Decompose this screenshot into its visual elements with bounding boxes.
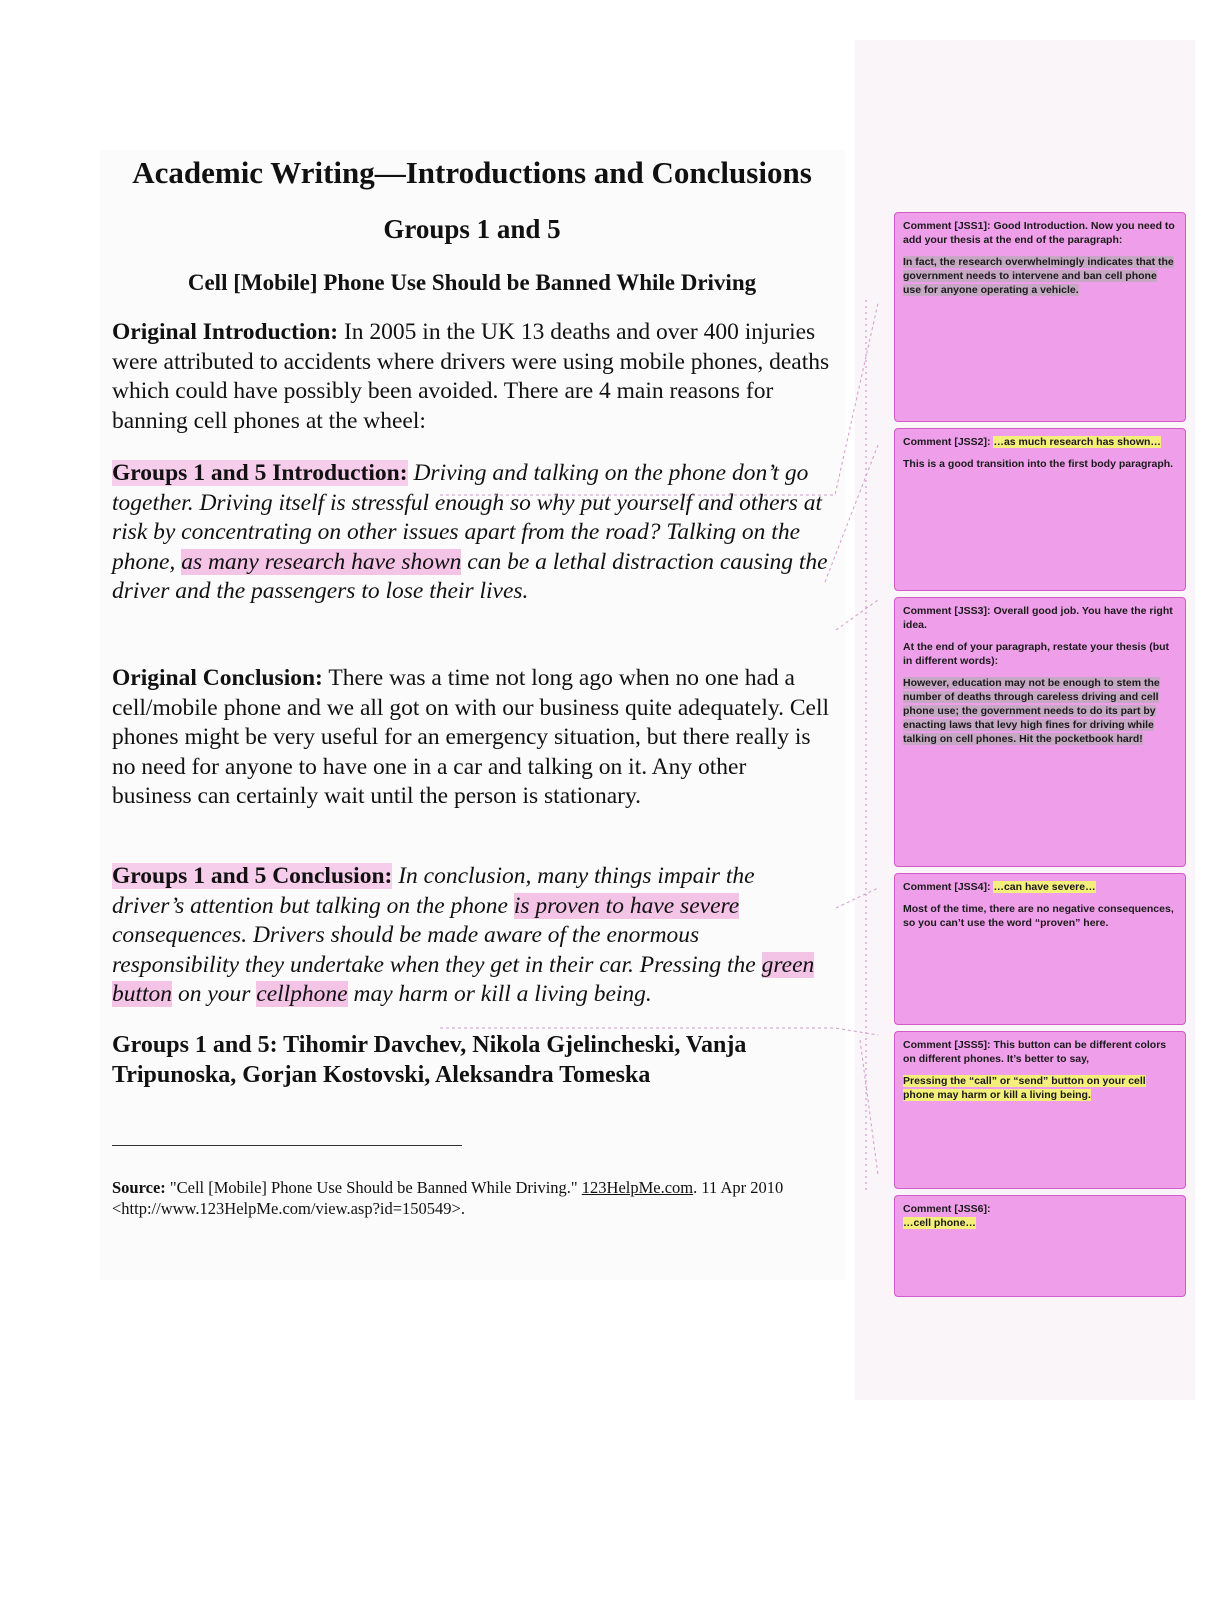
highlight-jss5[interactable]: green button (112, 951, 815, 1007)
original-conclusion (112, 664, 830, 812)
comment-jss5[interactable] (894, 1031, 1186, 1189)
groups-introduction-text-1: Driving and talking on the phone don’t go together. Driving itself is stressful enough so why put yourself and others at risk by concentrating on other issues apart from the road? Talking on the phone, (112, 460, 822, 575)
comment-jss3-example: However, education may not be enough to stem the number of deaths through careless driving and cell phone use; the government needs to do its part by enacting laws that levy high fines for driving while talking on cell phones. Hit the pocketbook hard! (903, 677, 1160, 745)
comment-jss2-line-1: This is a good transition into the first body paragraph. (903, 458, 1174, 470)
source-label: Source: (112, 1178, 166, 1197)
groups-conclusion-text-2: consequences. Drivers should be made aware of the enormous responsibility they undertake when they get in their car. Pressing the (112, 922, 762, 978)
groups-introduction-text-2: can be a lethal distraction causing the driver and the passengers to lose their lives. (112, 548, 828, 604)
footnote-rule (112, 1145, 462, 1146)
groups-conclusion-text-4: may harm or kill a living being. (347, 981, 652, 1007)
comment-jss1-line-1: Good Introduction. Now you need to add your thesis at the end of the paragraph: (903, 220, 1175, 246)
comment-jss1-example: In fact, the research overwhelmingly indicates that the government needs to intervene and ban cell phone use for anyone operating a vehicle. (903, 256, 1174, 296)
original-introduction (112, 318, 830, 436)
highlight-jss4[interactable]: is proven to have severe (513, 892, 740, 919)
comment-jss5-head: Comment [JSS5]: (903, 1039, 991, 1051)
comment-jss5-example: Pressing the “call” or “send” button on your cell phone may harm or kill a living being. (903, 1075, 1146, 1101)
original-introduction-text: In 2005 in the UK 13 deaths and over 400 injuries were attributed to accidents where drivers were using mobile phones, deaths which could have possibly been avoided. There are 4 main reasons for banning cell phones at the wheel: (112, 319, 830, 434)
source-text-2: . 11 Apr 2010 <http://www.123HelpMe.com/view.asp?id=150549>. (112, 1178, 784, 1218)
comment-jss6-head: Comment [JSS6]: (903, 1203, 991, 1215)
comment-jss2-head: Comment [JSS2]: (903, 436, 991, 448)
groups-conclusion-text-3: on your (172, 981, 257, 1007)
topic-heading: Cell [Mobile] Phone Use Should be Banned While Driving (187, 270, 757, 295)
comment-jss4-line-1: Most of the time, there are no negative consequences, so you can’t use the word “proven” here. (903, 903, 1174, 929)
comment-jss3-line-1: Overall good job. You have the right idea. (903, 605, 1173, 631)
comment-jss1[interactable] (894, 212, 1186, 422)
source-site-link[interactable]: 123HelpMe.com (581, 1178, 694, 1197)
page-title: Academic Writing—Introductions and Conclusions (132, 155, 812, 190)
comment-jss3[interactable] (894, 597, 1186, 867)
comment-jss5-line-1: This button can be different colors on different phones. It’s better to say, (903, 1039, 1167, 1065)
source-citation (112, 1177, 832, 1219)
original-conclusion-label: Original Conclusion: (112, 665, 323, 691)
groups-conclusion (112, 862, 830, 1010)
comment-jss4-quote: …can have severe… (993, 881, 1096, 893)
original-introduction-label: Original Introduction: (112, 319, 339, 345)
highlight-jss6[interactable]: cellphone (256, 981, 348, 1007)
comment-jss4-head: Comment [JSS4]: (903, 881, 991, 893)
comment-jss4[interactable] (894, 873, 1186, 1025)
comment-jss3-head: Comment [JSS3]: (903, 605, 991, 617)
comment-jss3-line-2: At the end of your paragraph, restate your thesis (but in different words): (903, 641, 1170, 667)
groups-introduction-label: Groups 1 and 5 Introduction: (112, 460, 408, 486)
comment-jss2-quote: …as much research has shown… (993, 436, 1161, 448)
groups-conclusion-text-1: In conclusion, many things impair the driver’s attention but talking on the phone (112, 863, 755, 919)
comment-jss1-head: Comment [JSS1]: (903, 220, 991, 232)
groups-introduction (112, 459, 830, 607)
comment-jss6-quote: …cell phone… (903, 1217, 976, 1229)
group-members: Groups 1 and 5: Tihomir Davchev, Nikola Gjelincheski, Vanja Tripunoska, Gorjan Kostovski, Aleksandra Tomeska (112, 1032, 747, 1088)
comment-jss6[interactable] (894, 1195, 1186, 1297)
highlight-jss2[interactable]: as many research have shown (181, 548, 462, 575)
source-text-1: "Cell [Mobile] Phone Use Should be Banned While Driving." (165, 1178, 582, 1197)
original-conclusion-text: There was a time not long ago when no one had a cell/mobile phone and we all got on with our business quite adequately. Cell phones might be very useful for an emergency situation, but there really is no need for anyone to have one in a car and talking on it. Any other business can certainly wait until the person is stationary. (112, 665, 830, 809)
comment-jss2[interactable] (894, 428, 1186, 591)
groups-conclusion-label: Groups 1 and 5 Conclusion: (112, 863, 393, 889)
page-subtitle: Groups 1 and 5 (383, 214, 561, 244)
